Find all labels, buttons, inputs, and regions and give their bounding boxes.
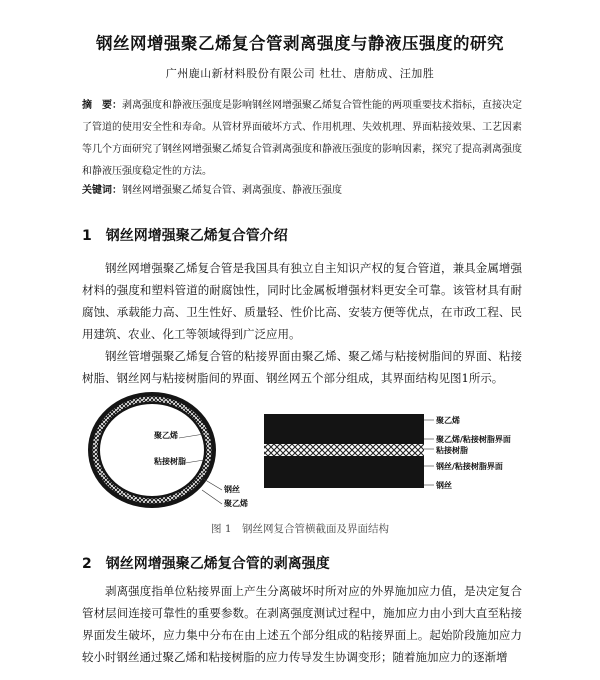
cross-section-ring [88,392,216,508]
figure-right-label-4: 钢丝/粘接树脂界面 [436,462,503,471]
figure-right-label-1: 聚乙烯 [436,416,460,425]
abstract-label: 摘 要： [82,100,122,111]
figure-right-label-5: 钢丝 [436,481,452,490]
keywords [82,182,522,200]
figure-left-label-1: 聚乙烯 [154,431,178,440]
section-1-paragraph-2: 钢丝管增强聚乙烯复合管的粘接界面由聚乙烯、聚乙烯与粘接树脂间的界面、粘接树脂、钢丝网与粘接树脂间的界面、钢丝网五个部分组成，其界面结构见图1所示。 [82,349,522,385]
figure-left-label-3: 钢丝 [224,485,240,494]
paper-authors: 广州鹿山新材料股份有限公司 杜壮、唐舫成、汪加胜 [165,67,435,80]
keywords-label: 关键词： [82,185,122,196]
paper-title: 钢丝网增强聚乙烯复合管剥离强度与静液压强度的研究 [96,34,504,53]
section-2-paragraph-1: 剥离强度指单位粘接界面上产生分离破坏时所对应的外界施加应力值，是决定复合管材层间连接可靠性的重要参数。在剥离强度测试过程中，施加应力由小到大直至粘接界面发生破坏，应力集中分布在由上述五个部分组成的粘接界面上。起始阶段施加应力较小时钢丝通过聚乙烯和粘接树脂的应力传导发生协调变形；随着施加应力的逐渐增 [82,584,522,664]
section-1-paragraph-1: 钢丝网增强聚乙烯复合管是我国具有独立自主知识产权的复合管道，兼具金属增强材料的强度和塑料管道的耐腐蚀性，同时比金属板增强材料更安全可靠。该管材具有耐腐蚀、承载能力高、卫生性好、质量轻、性价比高、安装方便等优点，在市政工程、民用建筑、农业、化工等领域得到广泛应用。 [82,261,522,341]
figure-left-label-4: 聚乙烯 [224,499,248,508]
figure-1-caption: 图 1 钢丝网复合管横截面及界面结构 [210,523,390,535]
layer-strip [264,414,424,488]
figure-right-label-3: 粘接树脂 [436,446,468,455]
figure-1 [82,390,522,520]
section-2-heading: 2 钢丝网增强聚乙烯复合管的剥离强度 [82,556,330,572]
figure-left-label-2: 粘接树脂 [154,457,186,466]
abstract [82,95,522,183]
section-1-heading: 1 钢丝网增强聚乙烯复合管介绍 [82,228,288,244]
abstract-text: 剥离强度和静液压强度是影响钢丝网增强聚乙烯复合管性能的两项重要技术指标，直接决定了管道的使用安全性和寿命。从管材界面破坏方式、作用机理、失效机理、界面粘接效果、工艺因素等几个方面研究了钢丝网增强聚乙烯复合管剥离强度和静液压强度的影响因素，探究了提高剥离强度和静液压强度稳定性的方法。 [82,100,522,177]
right-leader-lines [424,420,434,485]
keywords-text: 钢丝网增强聚乙烯复合管、剥离强度、静液压强度 [122,185,342,196]
figure-right-label-2: 聚乙烯/粘接树脂界面 [436,435,511,444]
